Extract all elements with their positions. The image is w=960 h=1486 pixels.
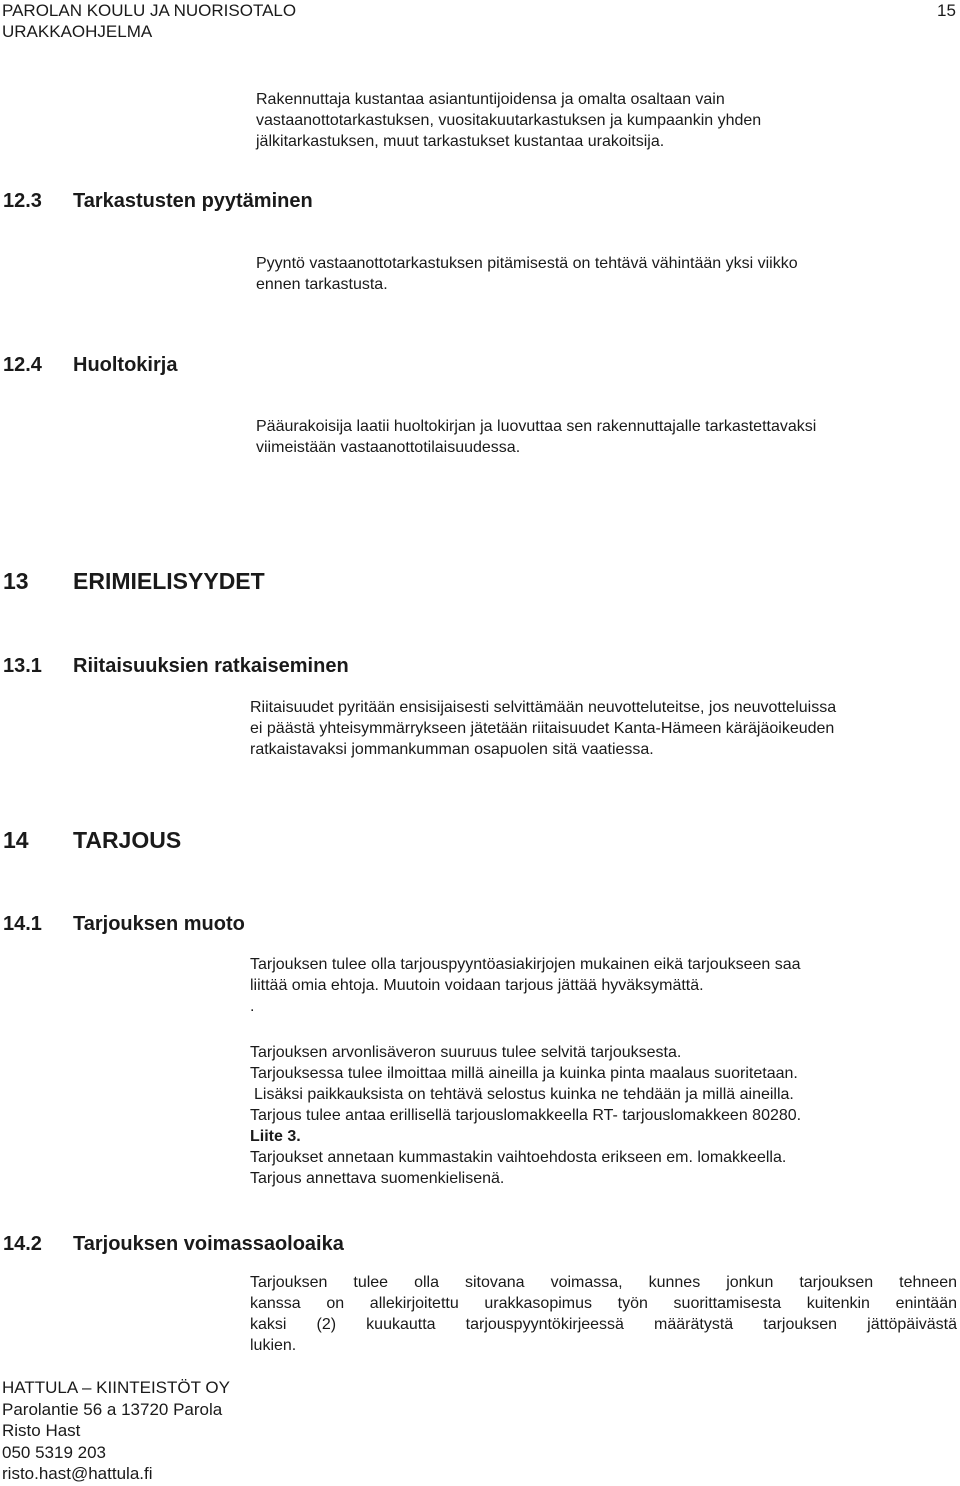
header-subtitle: URAKKAOHJELMA [2, 22, 153, 41]
paragraph-14-1-a [250, 954, 801, 1017]
text-line: Tarjouksen arvonlisäveron suuruus tulee selvitä tarjouksesta. [250, 1044, 682, 1061]
section-heading-14 [3, 826, 181, 854]
header-title: PAROLAN KOULU JA NUORISOTALO [2, 1, 297, 20]
section-heading-13-1 [3, 654, 349, 678]
section-heading-14-2 [3, 1232, 344, 1256]
footer-contact-name: Risto Hast [2, 1421, 81, 1440]
section-number: 12.4 [3, 354, 42, 376]
page-number: 15 [937, 1, 956, 20]
section-number: 14 [3, 827, 29, 853]
text-line: kanssa on allekirjoitettu urakkasopimus työn suorittamisesta kuitenkin enintään [250, 1295, 957, 1312]
text-line: vastaanottotarkastuksen, vuositakuutarkastuksen ja kumpaankin yhden [256, 112, 762, 129]
text-line: ratkaistavaksi jommankumman osapuolen sitä vaatiessa. [250, 741, 654, 758]
section-number: 13 [3, 568, 29, 594]
footer-company: HATTULA – KIINTEISTÖT OY [2, 1378, 230, 1397]
section-number: 14.1 [3, 913, 42, 935]
text-line: Tarjous annettava suomenkielisenä. [250, 1170, 505, 1187]
text-line: ennen tarkastusta. [256, 276, 388, 293]
section-title: Riitaisuuksien ratkaiseminen [73, 655, 349, 677]
footer-address: Parolantie 56 a 13720 Parola [2, 1399, 223, 1419]
text-line: ei päästä yhteisymmärrykseen jätetään riitaisuudet Kanta-Hämeen käräjäoikeuden [250, 720, 835, 737]
footer-phone: 050 5319 203 [2, 1442, 106, 1462]
text-line: Pääurakoisija laatii huoltokirjan ja luovuttaa sen rakennuttajalle tarkastettavaksi [256, 418, 817, 435]
section-heading-13 [3, 567, 265, 595]
section-heading-12-3 [3, 189, 313, 213]
section-number: 12.3 [3, 190, 42, 212]
text-line: Tarjouksessa tulee ilmoittaa millä aineilla ja kuinka pinta maalaus suoritetaan. [250, 1065, 798, 1082]
footer-contact [2, 1377, 230, 1485]
section-title: Tarkastusten pyytäminen [73, 190, 313, 212]
section-title: Tarjouksen voimassaoloaika [73, 1233, 344, 1255]
section-number: 13.1 [3, 655, 42, 677]
paragraph-14-1-b [250, 1042, 801, 1189]
section-title: Huoltokirja [73, 354, 178, 376]
paragraph-14-2 [250, 1272, 957, 1356]
text-line: liittää omia ehtoja. Muutoin voidaan tarjous jättää hyväksymättä. [250, 977, 704, 994]
footer-email: risto.hast@hattula.fi [2, 1464, 153, 1483]
paragraph-12-3 [256, 253, 798, 295]
paragraph-13-1 [250, 697, 836, 760]
text-line: Pyyntö vastaanottotarkastuksen pitämisestä on tehtävä vähintään yksi viikko [256, 255, 798, 272]
text-line: Riitaisuudet pyritään ensisijaisesti selvittämään neuvotteluteitse, jos neuvotteluissa [250, 699, 837, 716]
section-title: ERIMIELISYYDET [73, 568, 265, 594]
text-line: Lisäksi paikkauksista on tehtävä selostus kuinka ne tehdään ja millä aineilla. [254, 1086, 794, 1103]
section-heading-12-4 [3, 353, 177, 377]
text-line: Tarjoukset annetaan kummastakin vaihtoehdosta erikseen em. lomakkeella. [250, 1149, 787, 1166]
section-number: 14.2 [3, 1233, 42, 1255]
text-line: jälkitarkastuksen, muut tarkastukset kustantaa urakoitsija. [256, 133, 665, 150]
text-line: viimeistään vastaanottotilaisuudessa. [256, 439, 521, 456]
section-heading-14-1 [3, 912, 245, 936]
text-line: lukien. [250, 1337, 297, 1354]
section-title: TARJOUS [73, 827, 182, 853]
text-line: Tarjous tulee antaa erillisellä tarjouslomakkeella RT- tarjouslomakkeen 80280. [250, 1107, 802, 1124]
text-line: Tarjouksen tulee olla sitovana voimassa, kunnes jonkun tarjouksen tehneen [250, 1274, 957, 1291]
text-line: . [250, 998, 255, 1015]
intro-paragraph [256, 89, 761, 152]
attachment-reference: Liite 3. [250, 1128, 301, 1145]
text-line: Tarjouksen tulee olla tarjouspyyntöasiakirjojen mukainen eikä tarjoukseen saa [250, 956, 801, 973]
text-line: Rakennuttaja kustantaa asiantuntijoidensa ja omalta osaltaan vain [256, 91, 725, 108]
section-title: Tarjouksen muoto [73, 913, 245, 935]
text-line: kaksi (2) kuukautta tarjouspyyntökirjeessä määrätystä tarjouksen jättöpäivästä [250, 1316, 957, 1333]
paragraph-12-4 [256, 416, 816, 458]
